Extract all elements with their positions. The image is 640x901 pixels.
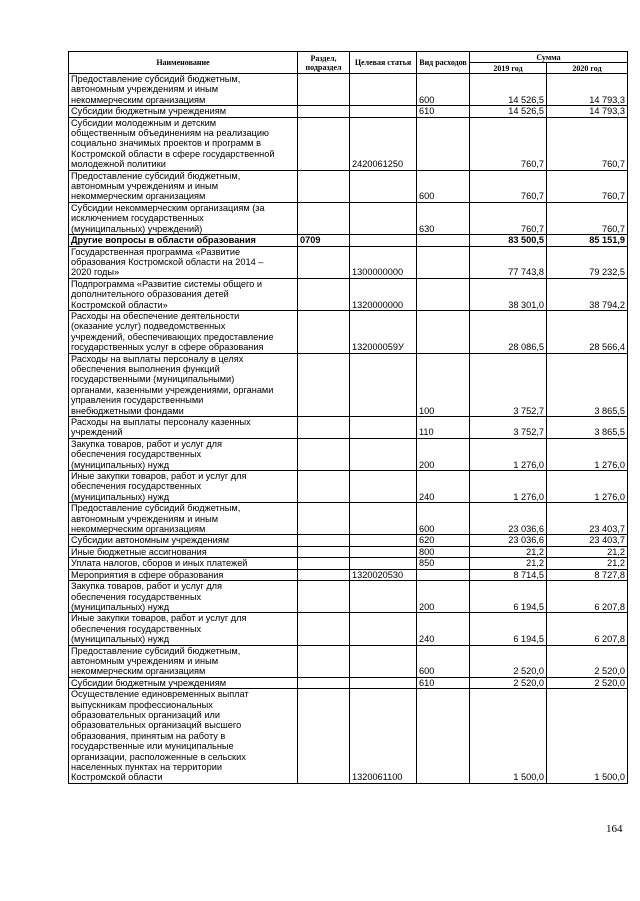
cell-kind: 240: [417, 471, 470, 503]
table-row: [69, 235, 628, 246]
table-header: [69, 52, 628, 74]
cell-sum-2019: 2 520,0: [470, 645, 547, 677]
cell-kind: [417, 117, 470, 170]
cell-sum-2019: 23 036,6: [470, 535, 547, 546]
table-row: [69, 74, 628, 106]
cell-name: Закупка товаров, работ и услуг для обеспечения государственных (муниципальных) нужд: [69, 438, 298, 470]
cell-kind: 600: [417, 170, 470, 202]
cell-section: [298, 278, 350, 310]
cell-name: Субсидии некоммерческим организациям (за исключением государственных (муниципальных) учреждений): [69, 202, 298, 234]
table-row: [69, 117, 628, 170]
cell-target: 1320000000: [350, 278, 417, 310]
cell-target: [350, 535, 417, 546]
cell-name: Иные бюджетные ассигнования: [69, 546, 298, 557]
cell-target: [350, 471, 417, 503]
cell-target: [350, 503, 417, 535]
cell-kind: 610: [417, 106, 470, 117]
cell-sum-2020: 21,2: [547, 558, 628, 569]
table-row: [69, 613, 628, 645]
table-row: [69, 581, 628, 613]
cell-name: Расходы на выплаты персоналу в целях обеспечения выполнения функций государственными (муниципальными) органами, казенными учреждениями, органами управления государственными внебюджетными фондами: [69, 353, 298, 416]
cell-kind: 800: [417, 546, 470, 557]
cell-section: [298, 106, 350, 117]
cell-sum-2020: 1 276,0: [547, 471, 628, 503]
cell-name: Предоставление субсидий бюджетным, автономным учреждениям и иным некоммерческим организациям: [69, 503, 298, 535]
cell-kind: [417, 310, 470, 353]
cell-kind: 850: [417, 558, 470, 569]
cell-name: Другие вопросы в области образования: [69, 235, 298, 246]
cell-sum-2019: 760,7: [470, 170, 547, 202]
cell-name: Мероприятия в сфере образования: [69, 569, 298, 580]
cell-sum-2019: 6 194,5: [470, 613, 547, 645]
cell-kind: 240: [417, 613, 470, 645]
cell-target: [350, 235, 417, 246]
cell-target: [350, 74, 417, 106]
table-row: [69, 689, 628, 784]
cell-sum-2019: 83 500,5: [470, 235, 547, 246]
cell-kind: 100: [417, 353, 470, 416]
col-header-year-2020: 2020 год: [547, 63, 628, 74]
cell-kind: 630: [417, 202, 470, 234]
table-row: [69, 558, 628, 569]
cell-target: 1320020530: [350, 569, 417, 580]
table-row: [69, 278, 628, 310]
cell-name: Субсидии молодежным и детским общественным объединениям на реализацию социально значимых проектов и программ в Костромской области в сфере государственной молодежной политики: [69, 117, 298, 170]
cell-target: [350, 558, 417, 569]
table-row: [69, 569, 628, 580]
table-body: [69, 74, 628, 784]
cell-target: 1320061100: [350, 689, 417, 784]
cell-section: [298, 645, 350, 677]
cell-sum-2019: 760,7: [470, 117, 547, 170]
cell-sum-2020: 23 403,7: [547, 503, 628, 535]
cell-sum-2020: 38 794,2: [547, 278, 628, 310]
cell-name: Предоставление субсидий бюджетным, автономным учреждениям и иным некоммерческим организациям: [69, 170, 298, 202]
table-row: [69, 353, 628, 416]
table-row: [69, 471, 628, 503]
table-row: [69, 246, 628, 278]
cell-target: 2420061250: [350, 117, 417, 170]
cell-name: Субсидии автономным учреждениям: [69, 535, 298, 546]
cell-sum-2020: 8 727,8: [547, 569, 628, 580]
cell-name: Субсидии бюджетным учреждениям: [69, 677, 298, 688]
cell-sum-2020: 760,7: [547, 202, 628, 234]
cell-sum-2019: 77 743,8: [470, 246, 547, 278]
cell-section: [298, 438, 350, 470]
cell-section: 0709: [298, 235, 350, 246]
cell-section: [298, 310, 350, 353]
cell-target: [350, 417, 417, 439]
cell-name: Иные закупки товаров, работ и услуг для обеспечения государственных (муниципальных) нужд: [69, 613, 298, 645]
cell-kind: 200: [417, 581, 470, 613]
cell-sum-2019: 1 276,0: [470, 471, 547, 503]
cell-target: [350, 546, 417, 557]
cell-sum-2020: 85 151,9: [547, 235, 628, 246]
cell-sum-2019: 8 714,5: [470, 569, 547, 580]
cell-sum-2019: 1 276,0: [470, 438, 547, 470]
cell-section: [298, 546, 350, 557]
col-header-name: Наименование: [69, 52, 298, 74]
cell-name: Осуществление единовременных выплат выпускникам профессиональных образовательных организаций или образовательных организаций высшего образования, принятым на работу в государственные или муниципальные организации, расположенные в сельских населенных пунктах на территории Костромской области: [69, 689, 298, 784]
cell-section: [298, 613, 350, 645]
col-header-section: Раздел, подраздел: [298, 52, 350, 74]
cell-kind: [417, 689, 470, 784]
cell-kind: [417, 569, 470, 580]
cell-kind: 600: [417, 645, 470, 677]
cell-kind: [417, 278, 470, 310]
col-header-sum: Сумма: [470, 52, 628, 63]
cell-sum-2019: 3 752,7: [470, 417, 547, 439]
cell-sum-2019: 3 752,7: [470, 353, 547, 416]
cell-sum-2019: 38 301,0: [470, 278, 547, 310]
cell-kind: 200: [417, 438, 470, 470]
cell-section: [298, 353, 350, 416]
cell-sum-2020: 1 500,0: [547, 689, 628, 784]
cell-sum-2020: 14 793,3: [547, 106, 628, 117]
cell-sum-2019: 14 526,5: [470, 106, 547, 117]
cell-sum-2020: 3 865,5: [547, 417, 628, 439]
cell-kind: 600: [417, 74, 470, 106]
table-row: [69, 503, 628, 535]
cell-sum-2020: 23 403,7: [547, 535, 628, 546]
col-header-kind: Вид расходов: [417, 52, 470, 74]
cell-name: Предоставление субсидий бюджетным, автономным учреждениям и иным некоммерческим организациям: [69, 645, 298, 677]
table-row: [69, 202, 628, 234]
cell-target: [350, 106, 417, 117]
cell-name: Подпрограмма «Развитие системы общего и дополнительного образования детей Костромской области»: [69, 278, 298, 310]
cell-target: [350, 677, 417, 688]
table-row: [69, 645, 628, 677]
cell-section: [298, 417, 350, 439]
cell-name: Предоставление субсидий бюджетным, автономным учреждениям и иным некоммерческим организациям: [69, 74, 298, 106]
cell-section: [298, 689, 350, 784]
cell-section: [298, 503, 350, 535]
cell-section: [298, 117, 350, 170]
cell-sum-2020: 2 520,0: [547, 645, 628, 677]
cell-section: [298, 170, 350, 202]
budget-table: [68, 51, 628, 784]
table-row: [69, 310, 628, 353]
cell-section: [298, 202, 350, 234]
cell-target: [350, 645, 417, 677]
cell-sum-2020: 21,2: [547, 546, 628, 557]
cell-sum-2019: 21,2: [470, 558, 547, 569]
cell-sum-2019: 1 500,0: [470, 689, 547, 784]
cell-target: [350, 202, 417, 234]
cell-section: [298, 74, 350, 106]
cell-kind: 610: [417, 677, 470, 688]
cell-name: Государственная программа «Развитие образования Костромской области на 2014 – 2020 годы»: [69, 246, 298, 278]
cell-kind: 620: [417, 535, 470, 546]
cell-sum-2019: 28 086,5: [470, 310, 547, 353]
table-row: [69, 106, 628, 117]
cell-name: Субсидии бюджетным учреждениям: [69, 106, 298, 117]
table-row: [69, 546, 628, 557]
cell-sum-2020: 14 793,3: [547, 74, 628, 106]
cell-sum-2020: 28 566,4: [547, 310, 628, 353]
col-header-target: Целевая статья: [350, 52, 417, 74]
cell-sum-2019: 760,7: [470, 202, 547, 234]
cell-name: Расходы на обеспечение деятельности (оказание услуг) подведомственных учреждений, обеспечивающих предоставление государственных услуг в сфере образования: [69, 310, 298, 353]
cell-section: [298, 535, 350, 546]
cell-sum-2019: 23 036,6: [470, 503, 547, 535]
cell-kind: [417, 246, 470, 278]
table-row: [69, 417, 628, 439]
cell-sum-2020: 6 207,8: [547, 581, 628, 613]
cell-name: Иные закупки товаров, работ и услуг для обеспечения государственных (муниципальных) нужд: [69, 471, 298, 503]
cell-sum-2020: 79 232,5: [547, 246, 628, 278]
cell-name: Уплата налогов, сборов и иных платежей: [69, 558, 298, 569]
cell-sum-2020: 3 865,5: [547, 353, 628, 416]
cell-section: [298, 677, 350, 688]
cell-section: [298, 569, 350, 580]
cell-name: Расходы на выплаты персоналу казенных учреждений: [69, 417, 298, 439]
table-row: [69, 677, 628, 688]
cell-section: [298, 246, 350, 278]
cell-sum-2020: 760,7: [547, 117, 628, 170]
col-header-year-2019: 2019 год: [470, 63, 547, 74]
cell-sum-2019: 2 520,0: [470, 677, 547, 688]
cell-target: [350, 581, 417, 613]
cell-name: Закупка товаров, работ и услуг для обеспечения государственных (муниципальных) нужд: [69, 581, 298, 613]
cell-sum-2020: 2 520,0: [547, 677, 628, 688]
cell-sum-2020: 6 207,8: [547, 613, 628, 645]
cell-section: [298, 581, 350, 613]
cell-target: [350, 170, 417, 202]
table-row: [69, 535, 628, 546]
cell-section: [298, 471, 350, 503]
page-number: 164: [606, 823, 623, 835]
cell-target: 1300000000: [350, 246, 417, 278]
table-row: [69, 170, 628, 202]
cell-target: [350, 438, 417, 470]
cell-target: 132000059У: [350, 310, 417, 353]
cell-sum-2019: 14 526,5: [470, 74, 547, 106]
cell-section: [298, 558, 350, 569]
cell-target: [350, 613, 417, 645]
cell-kind: [417, 235, 470, 246]
table-row: [69, 438, 628, 470]
cell-sum-2020: 760,7: [547, 170, 628, 202]
cell-sum-2019: 6 194,5: [470, 581, 547, 613]
cell-sum-2019: 21,2: [470, 546, 547, 557]
cell-target: [350, 353, 417, 416]
cell-kind: 110: [417, 417, 470, 439]
cell-kind: 600: [417, 503, 470, 535]
cell-sum-2020: 1 276,0: [547, 438, 628, 470]
